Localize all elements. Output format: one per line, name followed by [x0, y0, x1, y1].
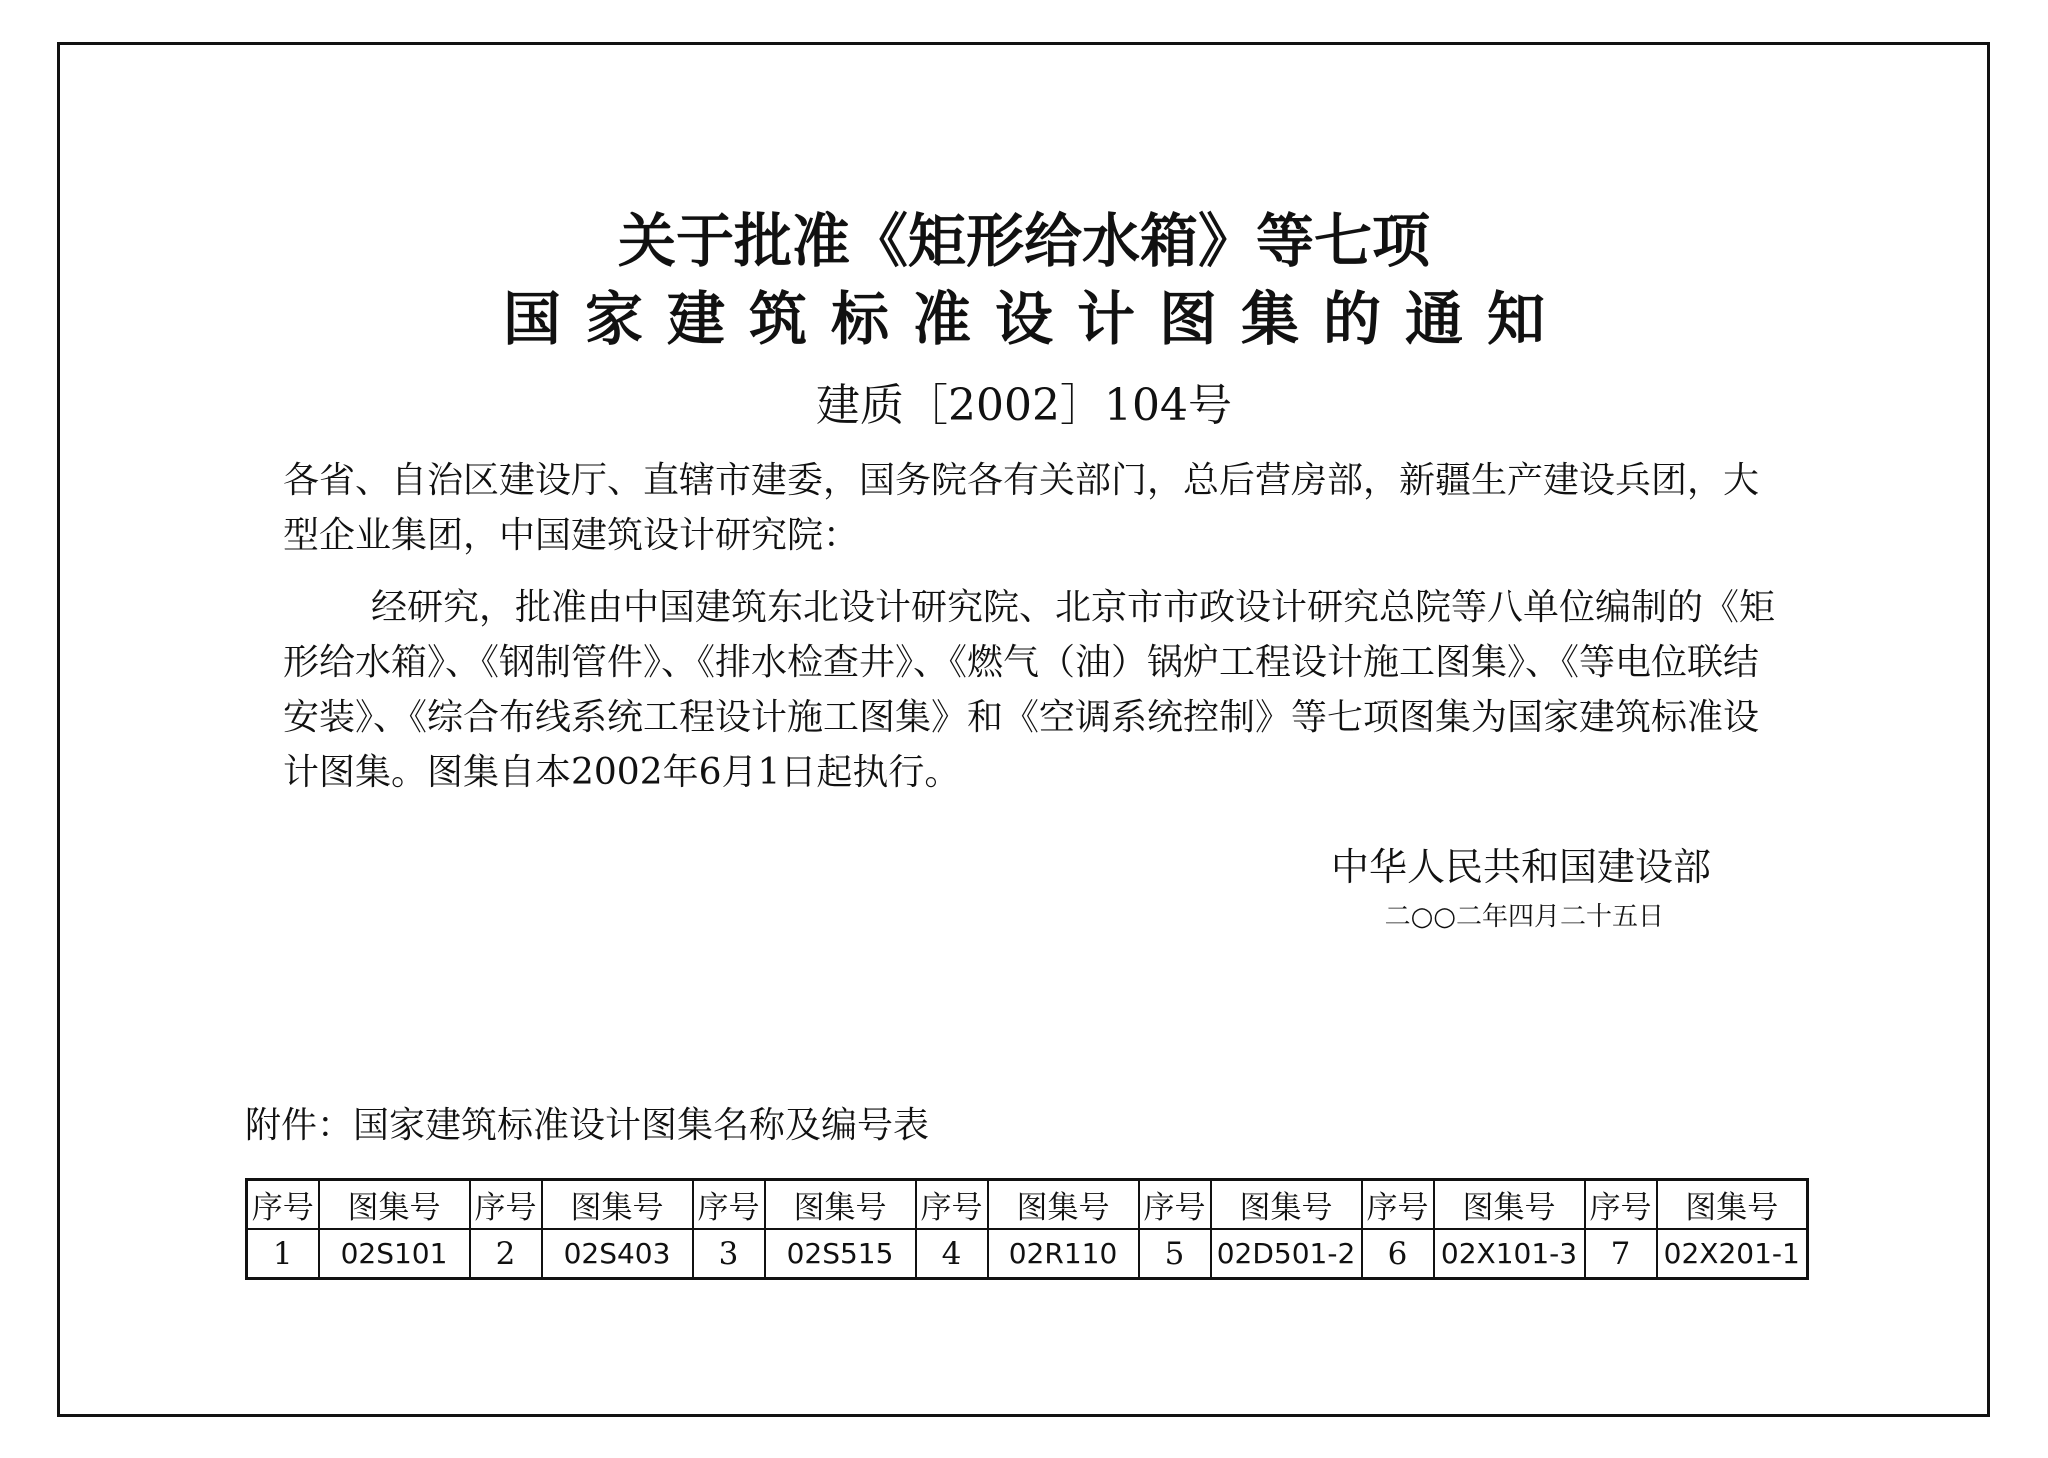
atlas-code-cell: 02S403: [542, 1229, 693, 1279]
header-seq-cell: 序号: [693, 1180, 765, 1230]
attachment-title: 附件：国家建筑标准设计图集名称及编号表: [245, 1105, 930, 1146]
atlas-code-cell: 02S515: [765, 1229, 916, 1279]
seq-cell: 4: [916, 1229, 988, 1279]
atlas-code-cell: 02R110: [988, 1229, 1139, 1279]
atlas-code-cell: 02D501-2: [1211, 1229, 1362, 1279]
seq-cell: 1: [247, 1229, 319, 1279]
header-code-cell: 图集号: [542, 1180, 693, 1230]
header-code-cell: 图集号: [988, 1180, 1139, 1230]
atlas-code-cell: 02S101: [319, 1229, 470, 1279]
notice-title-line2: 国家建筑标准设计图集的通知: [502, 285, 1569, 353]
header-code-cell: 图集号: [319, 1180, 470, 1230]
seq-cell: 6: [1362, 1229, 1434, 1279]
header-seq-cell: 序号: [1139, 1180, 1211, 1230]
notice-title-line1: 关于批准《矩形给水箱》等七项: [617, 207, 1430, 275]
header-code-cell: 图集号: [1211, 1180, 1362, 1230]
atlas-code-cell: 02X101-3: [1434, 1229, 1585, 1279]
issuing-authority: 中华人民共和国建设部: [1330, 845, 1711, 889]
seq-cell: 5: [1139, 1229, 1211, 1279]
header-code-cell: 图集号: [765, 1180, 916, 1230]
header-code-cell: 图集号: [1434, 1180, 1585, 1230]
issue-date: 二○○二年四月二十五日: [1384, 902, 1664, 932]
document-number: 建质［2002］104号: [816, 380, 1232, 431]
table-data-row: [247, 1229, 1808, 1279]
notice-body-paragraph: 经研究，批准由中国建筑东北设计研究院、北京市市政设计研究总院等八单位编制的《矩形给水箱》、《钢制管件》、《排水检查井》、《燃气（油）锅炉工程设计施工图集》、《等电位联结安装》、《综合布线系统工程设计施工图集》和《空调系统控制》等七项图集为国家建筑标准设计图集。图集自本2002年6月1日起执行。: [283, 587, 1776, 793]
seq-cell: 7: [1585, 1229, 1657, 1279]
seq-cell: 2: [470, 1229, 542, 1279]
table-header-row: [247, 1180, 1808, 1230]
header-seq-cell: 序号: [1362, 1180, 1434, 1230]
recipients-paragraph: 各省、自治区建设厅、直辖市建委，国务院各有关部门，总后营房部，新疆生产建设兵团，大型企业集团，中国建筑设计研究院：: [283, 460, 1760, 556]
header-seq-cell: 序号: [1585, 1180, 1657, 1230]
header-seq-cell: 序号: [916, 1180, 988, 1230]
seq-cell: 3: [693, 1229, 765, 1279]
header-seq-cell: 序号: [247, 1180, 319, 1230]
atlas-code-cell: 02X201-1: [1657, 1229, 1808, 1279]
header-seq-cell: 序号: [470, 1180, 542, 1230]
header-code-cell: 图集号: [1657, 1180, 1808, 1230]
atlas-number-table: [245, 1178, 1809, 1280]
